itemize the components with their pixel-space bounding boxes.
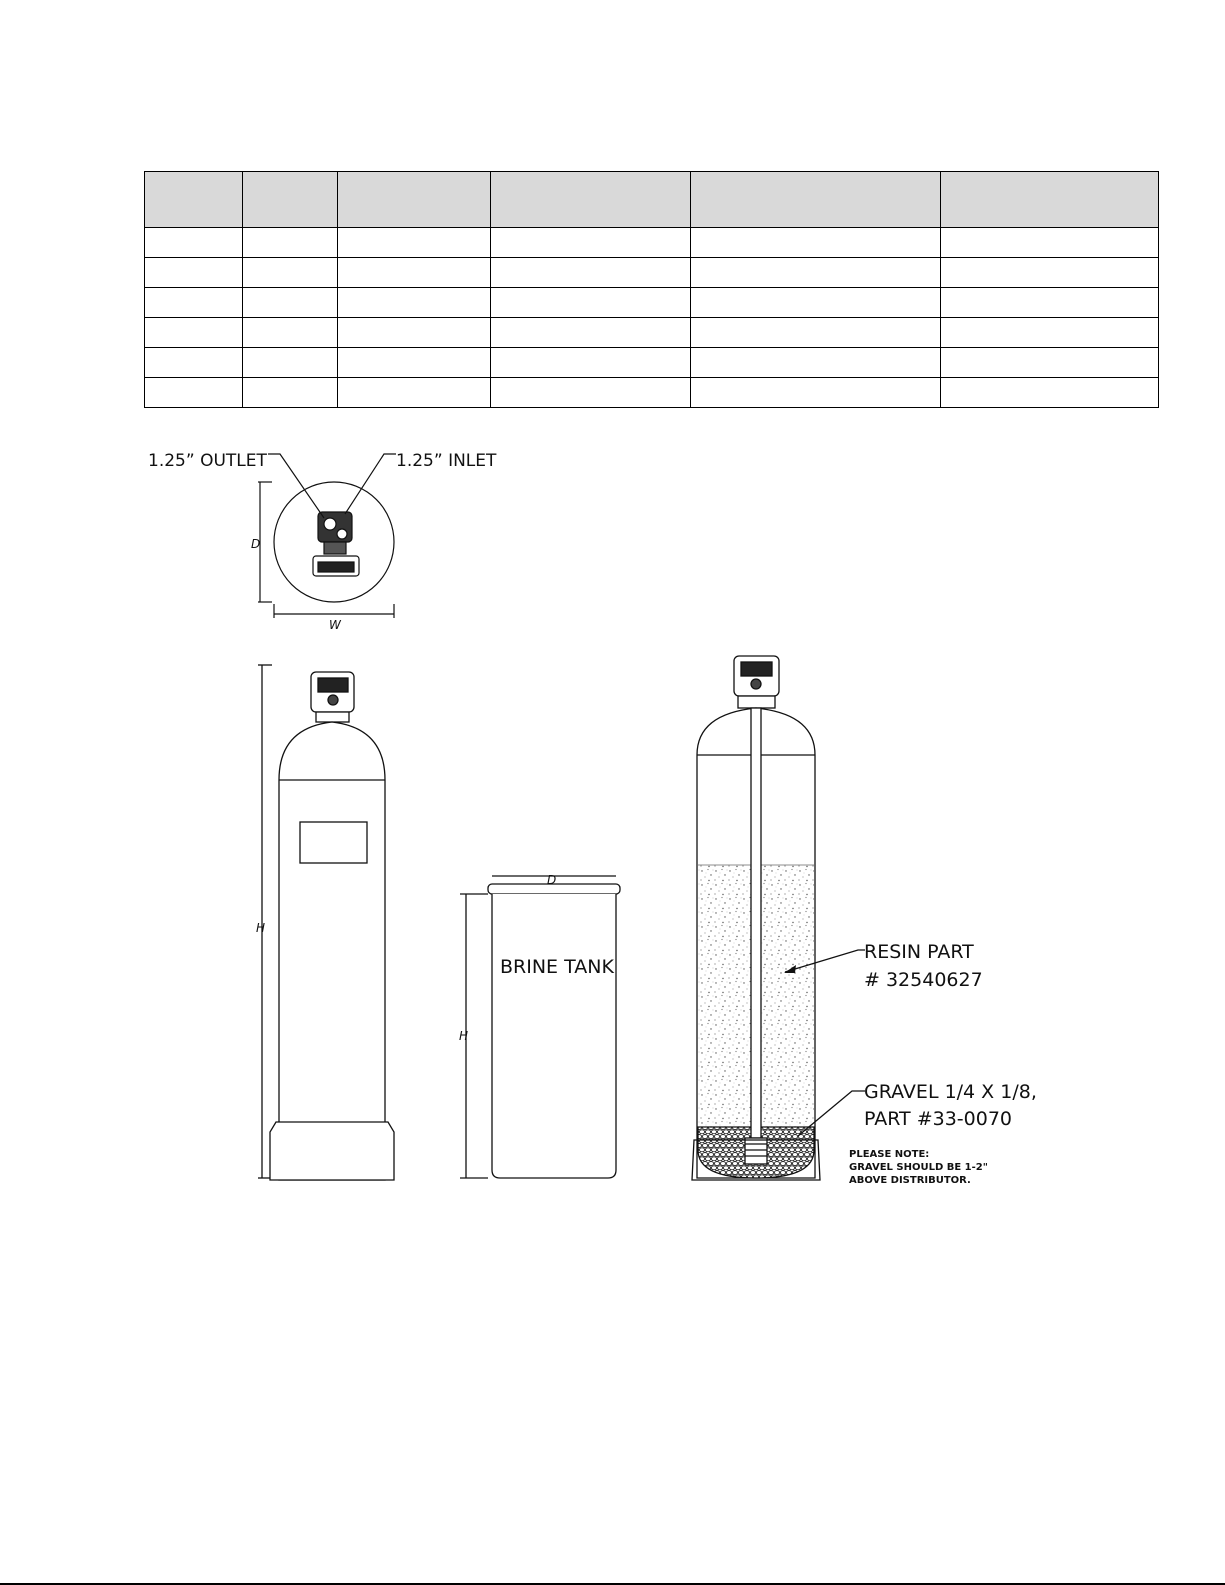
depth-label: D — [251, 537, 261, 551]
note-line: ABOVE DISTRIBUTOR. — [849, 1175, 971, 1186]
brine-tank — [460, 876, 620, 1178]
riser-tube — [751, 708, 761, 1138]
note-heading: PLEASE NOTE: — [849, 1149, 930, 1160]
softener-tank — [258, 665, 394, 1180]
brine-diameter-label: D — [547, 873, 557, 887]
resin-part-label: # 32540627 — [864, 969, 983, 991]
width-label: W — [329, 618, 341, 632]
distributor — [745, 1138, 767, 1164]
brine-tank-label: BRINE TANK — [500, 956, 614, 978]
softener-height-label: H — [256, 921, 266, 935]
gravel-label: GRAVEL 1/4 X 1/8, — [864, 1081, 1037, 1103]
resin-label: RESIN PART — [864, 941, 974, 963]
note-line: GRAVEL SHOULD BE 1-2" — [849, 1162, 988, 1173]
inlet-leader-line — [345, 454, 396, 514]
control-valve-icon — [311, 672, 354, 722]
valve-top-icon — [313, 512, 359, 576]
cutaway-tank — [692, 656, 865, 1180]
inlet-label: 1.25” INLET — [396, 451, 497, 471]
gravel-part-label: PART #33-0070 — [864, 1108, 1013, 1130]
outlet-leader-line — [268, 454, 324, 518]
top-view — [258, 454, 396, 618]
control-valve-icon — [734, 656, 779, 708]
outlet-label: 1.25” OUTLET — [148, 451, 267, 471]
brine-height-label: H — [459, 1029, 469, 1043]
